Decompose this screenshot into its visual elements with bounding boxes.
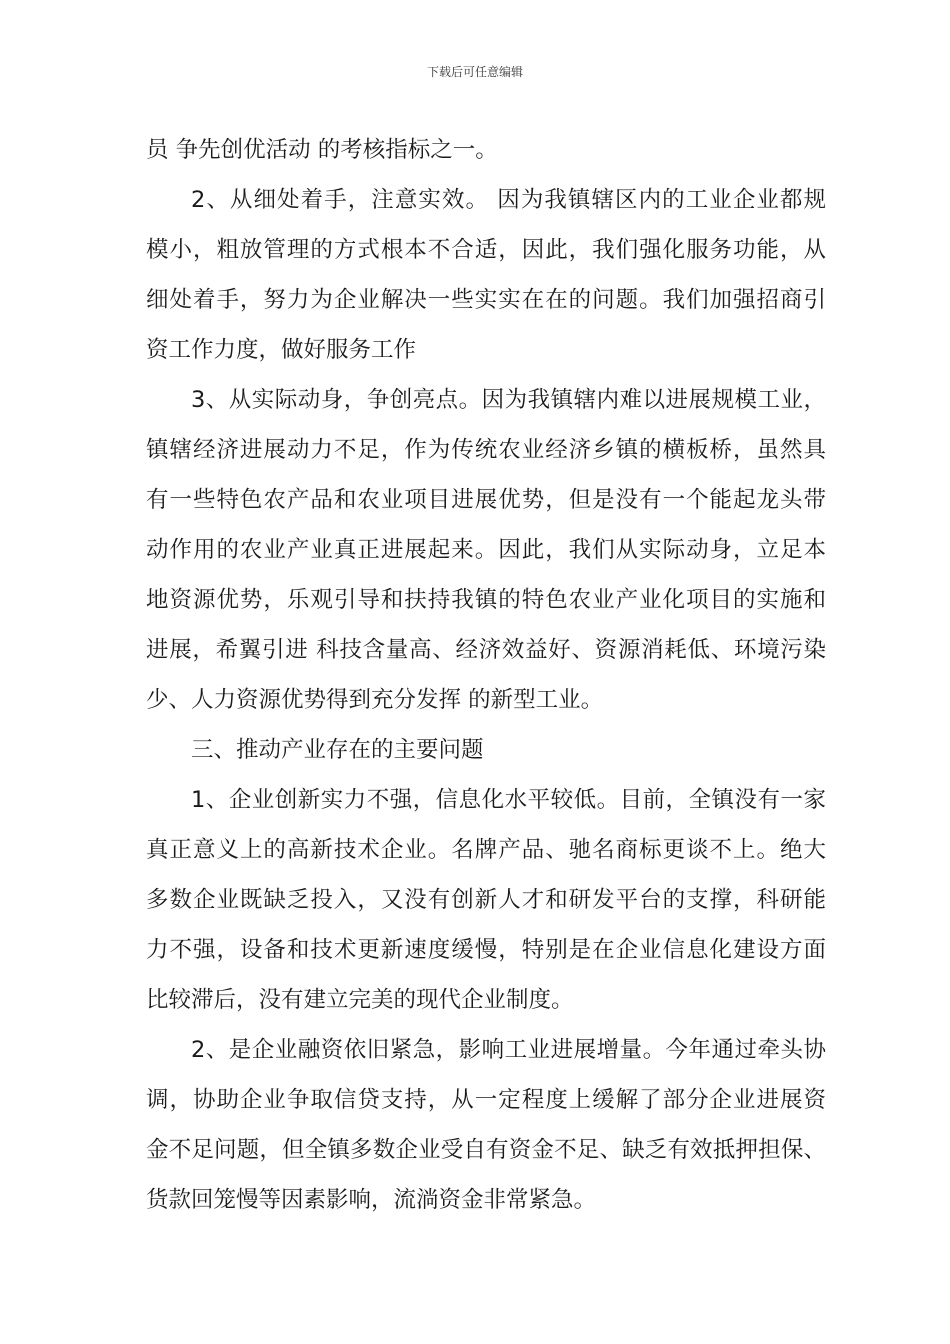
text-line-20: 调，协助企业争取信贷支持，从一定程度上缓解了部分企业进展资: [146, 1087, 826, 1113]
text-line-3: 模小，粗放管理的方式根本不合适，因此，我们强化服务功能，从: [146, 237, 826, 263]
section-heading: 三、推动产业存在的主要问题: [191, 737, 484, 763]
text-line-4: 细处着手，努力为企业解决一些实实在在的问题。我们加强招商引: [146, 287, 826, 313]
text-line-6: 3、从实际动身，争创亮点。因为我镇辖内难以进展规模工业，: [191, 387, 826, 413]
text-line-5: 资工作力度，做好服务工作: [146, 337, 417, 363]
text-line-21: 金不足问题，但全镇多数企业受自有资金不足、缺乏有效抵押担保、: [146, 1137, 826, 1163]
text-line-22: 货款回笼慢等因素影响，流淌资金非常紧急。: [146, 1187, 597, 1213]
text-line-8: 有一些特色农产品和农业项目进展优势，但是没有一个能起龙头带: [146, 487, 826, 513]
text-line-1: 员 争先创优活动 的考核指标之一。: [146, 137, 498, 163]
text-line-17: 力不强，设备和技术更新速度缓慢，特别是在企业信息化建设方面: [146, 937, 826, 963]
text-line-2: 2、从细处着手，注意实效。 因为我镇辖区内的工业企业都规: [191, 187, 826, 213]
text-line-7: 镇辖经济进展动力不足，作为传统农业经济乡镇的横板桥，虽然具: [146, 437, 826, 463]
text-line-16: 多数企业既缺乏投入，又没有创新人才和研发平台的支撑，科研能: [146, 887, 826, 913]
text-line-14: 1、企业创新实力不强，信息化水平较低。目前，全镇没有一家: [191, 787, 826, 813]
text-line-15: 真正意义上的高新技术企业。名牌产品、驰名商标更谈不上。绝大: [146, 837, 826, 863]
page-header: 下载后可任意编辑: [426, 65, 523, 79]
text-line-9: 动作用的农业产业真正进展起来。因此，我们从实际动身，立足本: [146, 537, 826, 563]
text-line-12: 少、人力资源优势得到充分发挥 的新型工业。: [146, 687, 604, 713]
document-body: [146, 125, 826, 1225]
text-line-10: 地资源优势，乐观引导和扶持我镇的特色农业产业化项目的实施和: [146, 587, 826, 613]
text-line-18: 比较滞后，没有建立完美的现代企业制度。: [146, 987, 574, 1013]
text-line-11: 进展，希翼引进 科技含量高、经济效益好、资源消耗低、环境污染: [146, 637, 826, 663]
text-line-19: 2、是企业融资依旧紧急，影响工业进展增量。今年通过牵头协: [191, 1037, 826, 1063]
